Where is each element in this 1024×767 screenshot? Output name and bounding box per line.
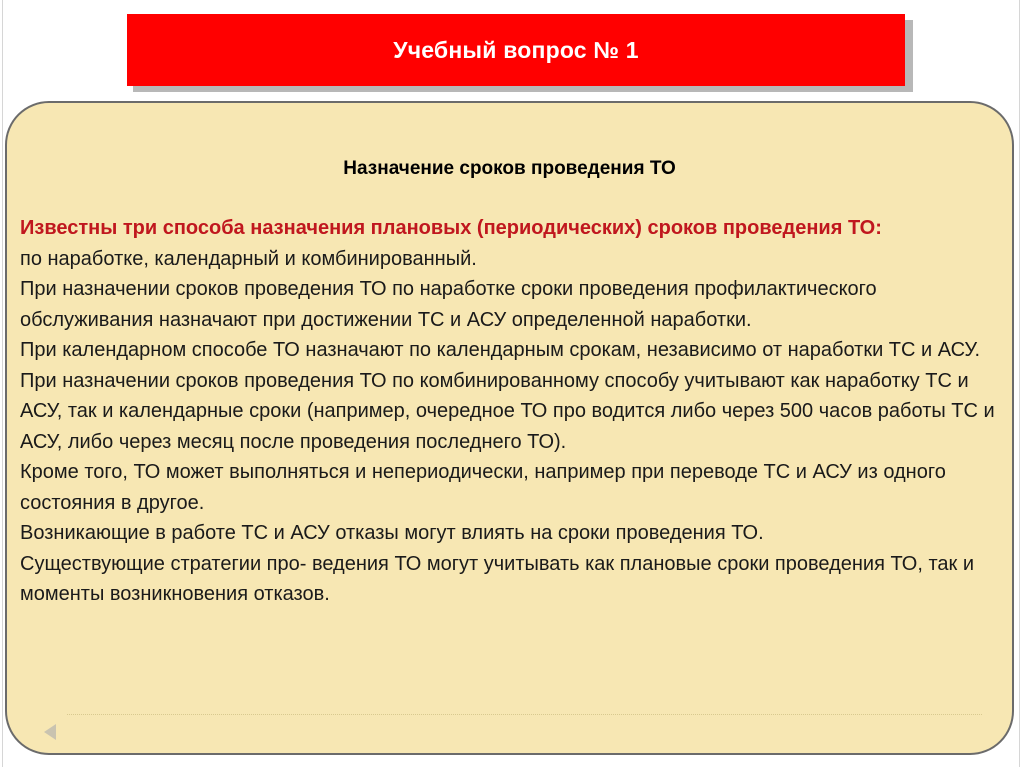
- title-bar: [127, 14, 905, 86]
- section-heading: Назначение сроков проведения ТО: [343, 158, 676, 179]
- body-text: [20, 213, 1005, 610]
- paragraph-operating-time: При назначении сроков проведения ТО по наработке сроки проведения профилактического обслуживания назначают при достижении ТС и АСУ определенной наработки.: [20, 278, 877, 331]
- left-edge-line: [2, 0, 3, 767]
- intro-red-text: Известны три способа назначения плановых (периодических) сроков проведения ТО:: [20, 217, 882, 239]
- triangle-left-icon[interactable]: [44, 724, 56, 740]
- content-box: [5, 101, 1014, 755]
- slide-title: Учебный вопрос № 1: [393, 36, 639, 63]
- paragraph-methods: по наработке, календарный и комбинированный.: [20, 247, 477, 270]
- paragraph-nonperiodic: Кроме того, ТО может выполняться и непериодически, например при переводе ТС и АСУ из одного состояния в другое.: [20, 461, 946, 514]
- paragraph-strategies: Существующие стратегии про- ведения ТО могут учитывать как плановые сроки проведения ТО, так и моменты возникновения отказов.: [20, 552, 975, 605]
- paragraph-calendar: При календарном способе ТО назначают по календарным срокам, независимо от наработки ТС и АСУ. При назначении сроков проведения ТО по комбинированному способу учитывают как наработку ТС и АСУ, так и календарные сроки (например, очередное ТО про водится либо через 500 часов работы ТС и АСУ, либо через месяц после проведения последнего ТО).: [20, 339, 995, 453]
- dotted-divider: [67, 714, 982, 715]
- paragraph-failures: Возникающие в работе ТС и АСУ отказы могут влиять на сроки проведения ТО.: [20, 522, 764, 544]
- right-edge-line: [1019, 0, 1020, 767]
